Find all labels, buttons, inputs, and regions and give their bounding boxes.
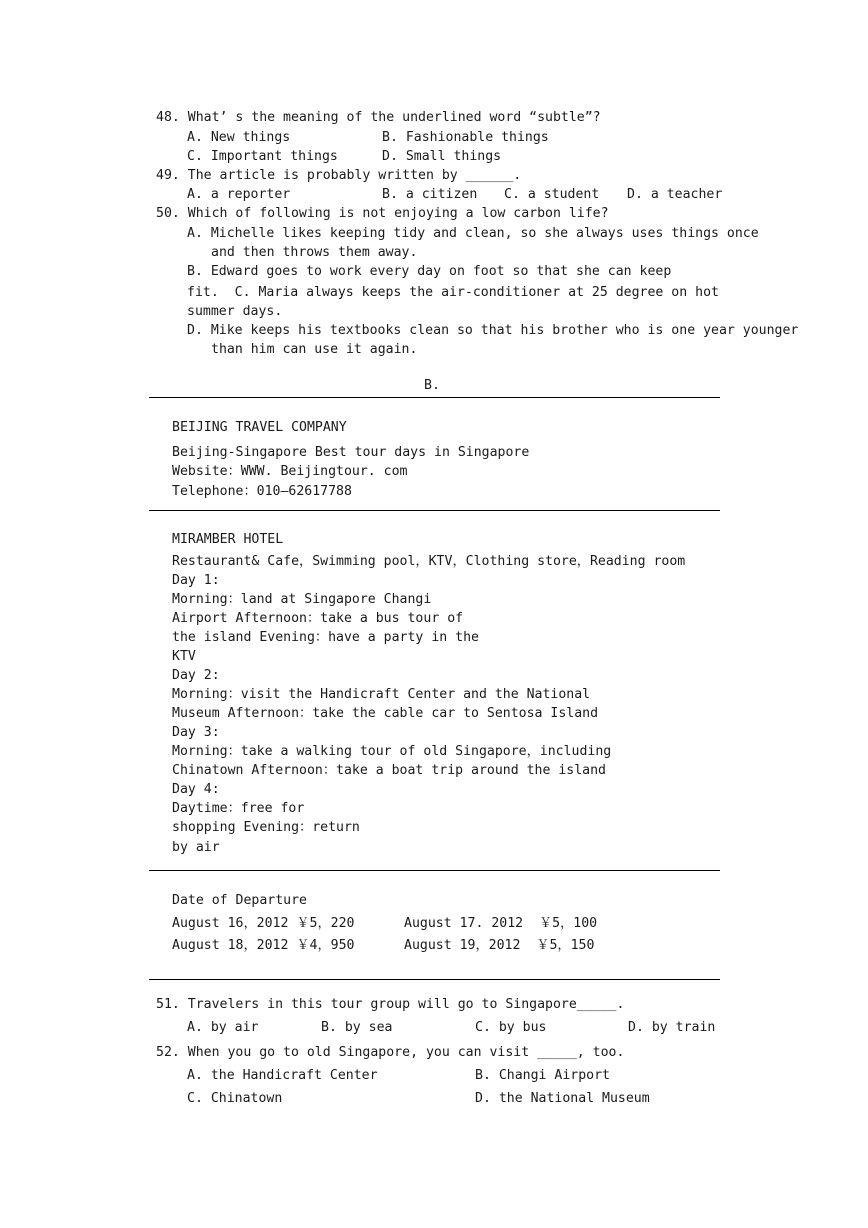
- q52-stem: 52. When you go to old Singapore, you can visit _____, too.: [156, 1045, 625, 1060]
- q51-option-a: A. by air: [187, 1020, 259, 1035]
- itinerary-line: Day 2:: [172, 668, 220, 683]
- section-label: B.: [424, 378, 440, 393]
- q51-stem: 51. Travelers in this tour group will go to Singapore_____.: [156, 997, 625, 1012]
- itinerary-line: KTV: [172, 649, 196, 664]
- q52-option-a: A. the Handicraft Center: [187, 1068, 378, 1083]
- itinerary-line: shopping Evening：return: [172, 820, 360, 835]
- hotel-facilities: Restaurant& Cafe，Swimming pool，KTV，Clothing store，Reading room: [172, 554, 686, 569]
- company-tagline: Beijing-Singapore Best tour days in Singapore: [172, 445, 530, 460]
- q51-option-d: D. by train: [628, 1020, 716, 1035]
- hotel-name: MIRAMBER HOTEL: [172, 532, 284, 547]
- departure-title: Date of Departure: [172, 893, 307, 908]
- q48-option-b: B. Fashionable things: [382, 130, 549, 145]
- itinerary-line: Morning：land at Singapore Changi: [172, 592, 432, 607]
- q52-option-b: B. Changi Airport: [475, 1068, 610, 1083]
- q50-line: than him can use it again.: [211, 342, 418, 357]
- q49-stem: 49. The article is probably written by ______.: [156, 168, 522, 183]
- itinerary-line: Daytime：free for: [172, 801, 305, 816]
- divider: [149, 397, 720, 398]
- departure-date: August 16，2012 ￥5，220: [172, 916, 355, 931]
- departure-date: August 17. 2012 ￥5，100: [404, 916, 598, 931]
- itinerary-line: Morning：take a walking tour of old Singapore，including: [172, 744, 612, 759]
- q48-option-c: C. Important things: [187, 149, 338, 164]
- q51-option-b: B. by sea: [321, 1020, 393, 1035]
- company-telephone: Telephone：010—62617788: [172, 484, 352, 499]
- departure-date: August 18，2012 ￥4，950: [172, 938, 355, 953]
- q48-stem: 48. What’ s the meaning of the underlined word “subtle”?: [156, 110, 601, 125]
- departure-date: August 19，2012 ￥5，150: [404, 938, 595, 953]
- q50-line: D. Mike keeps his textbooks clean so that his brother who is one year younger: [187, 323, 799, 338]
- itinerary-line: Day 1:: [172, 573, 220, 588]
- itinerary-line: Day 4:: [172, 782, 220, 797]
- itinerary-line: Day 3:: [172, 725, 220, 740]
- q48-option-a: A. New things: [187, 130, 291, 145]
- q50-line: fit. C. Maria always keeps the air-conditioner at 25 degree on hot: [187, 285, 719, 300]
- q52-option-d: D. the National Museum: [475, 1091, 650, 1106]
- q50-line: B. Edward goes to work every day on foot so that she can keep: [187, 264, 672, 279]
- q49-option-c: C. a student: [504, 187, 600, 202]
- itinerary-line: Morning：visit the Handicraft Center and the National: [172, 687, 591, 702]
- itinerary-line: Chinatown Afternoon：take a boat trip around the island: [172, 763, 606, 778]
- divider: [149, 510, 720, 511]
- divider: [149, 870, 720, 871]
- itinerary-line: by air: [172, 840, 220, 855]
- q49-option-b: B. a citizen: [382, 187, 478, 202]
- divider: [149, 979, 720, 980]
- q50-stem: 50. Which of following is not enjoying a low carbon life?: [156, 206, 609, 221]
- q49-option-a: A. a reporter: [187, 187, 291, 202]
- q51-option-c: C. by bus: [475, 1020, 547, 1035]
- q50-line: summer days.: [187, 304, 283, 319]
- itinerary-line: Airport Afternoon：take a bus tour of: [172, 611, 464, 626]
- q52-option-c: C. Chinatown: [187, 1091, 283, 1106]
- q50-line: and then throws them away.: [211, 245, 418, 260]
- q50-line: A. Michelle likes keeping tidy and clean, so she always uses things once: [187, 226, 759, 241]
- q49-option-d: D. a teacher: [627, 187, 723, 202]
- company-name: BEIJING TRAVEL COMPANY: [172, 420, 347, 435]
- company-website: Website：WWW. Beijingtour. com: [172, 464, 408, 479]
- itinerary-line: the island Evening：have a party in the: [172, 630, 479, 645]
- itinerary-line: Museum Afternoon：take the cable car to Sentosa Island: [172, 706, 599, 721]
- q48-option-d: D. Small things: [382, 149, 502, 164]
